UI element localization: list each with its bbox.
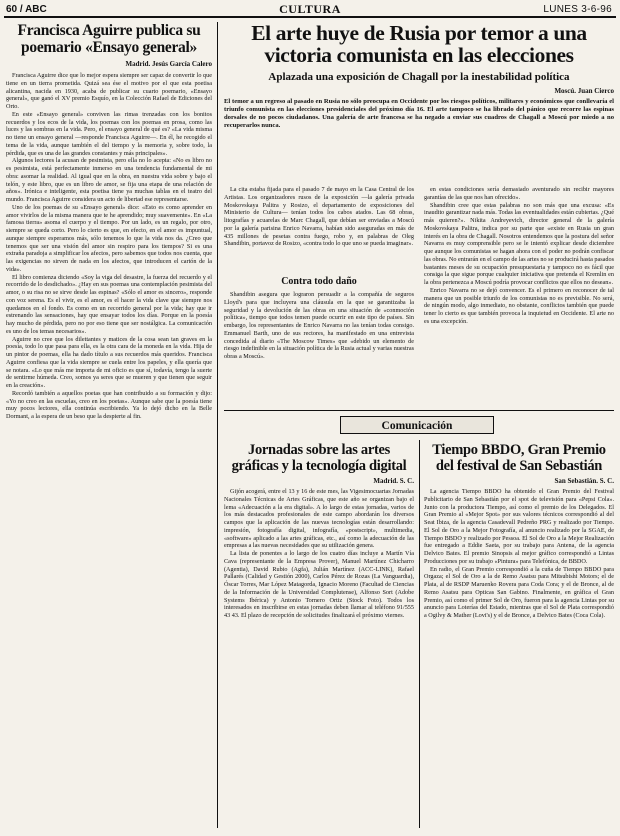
page-label: 60 / ABC [6,4,47,15]
paragraph: La lista de ponentes a lo largo de los cuatro días incluye a Martín Vía Cava (representante de la Empresa Prover), Manuel Martínez Chicharro (Agentia), David Rubio (Agfa), Julián Martínez (ACC-LINK), Rafael Pallarés (Calidad y Gestión 2000), Carlos Pérez de Rozas (La Vanguardia), Óscar Torres, Mar López Matagorda, Ignacio Moreno (Facultad de Ciencias de la Información de la Universidad Complutense), Alfonso Sort (Adobe Systems Ibérica) y Antonio Tornero Ortiz (Stock Foto). Todos los interesados en inscribirse en estas jornadas deben llamar al teléfono 91/555 43 43. El plazo de recepción de solicitudes finalizará el próximo viernes. [224,550,414,619]
paragraph: Uno de los poemas de su «Ensayo general» dice: «Esto es como aprender en amor vivirlos de la misma manera que te he aprendido; muy suavemente». En «La famosa tierra» asoma el cuerpo y el tiempo. Por un lado, es un regalo, por otro, siempre se queda corto. Pero lo cierto es que, en efecto, en el amor es impuntual, aunque siempre esperamos más, sólo tenemos lo que la vida nos da. ¿Creo que tenemos que ser una visión del amor sin respiro para los tiempos? Si es una extraña paradoja a simplificar los afectos, pero sabemos que todos nos cuenta, que las exigencias no sirven de nada en los afectos, que introducen el cartón de la vida». [6,203,212,273]
left-article-body [6,72,212,762]
paragraph: En radio, el Gran Premio correspondió a la cuña de Tiempo BBDO para Orgaza; el Sol de Oro a la de Remo Asatsu para Mitsubishi Motors; el de Plata, al de RSDP Maruenko Rovera para Coda Cora; y el de Bronce, al de Remo Asatsu para Opticas San Gabino. Finalmente, en gráfica el Gran Premio, así como el primer Sol de Oro, fueron para la agencia Lintas por su anuncio para Loterías del Estado, mientras que el Sol de Plata correspondió a Ogilvy & Mather (Lovi's) y el de Bronce, a Delvico Bates (Coca Cola). [424,565,614,619]
paragraph: Aguirre no cree que los dilettantes y matices de la cosa sean tan graves en la poesía, todo lo que pasa para ella, es la otra cara de la moneda en la vida. Hija de un pintor de poemas, ella ha dado título a sus recuerdos más queridos. Francisca Aguirre confiesa que la vida siempre se cuela entre los papeles, y ella quería que se notara. «Lo que más me importa de mi oficio es que sí, todavía, tengo la suerte de sentirme húmeda. Creo, somos ya seres que se mueren y que tienen que seguir en la creación». [6,335,212,389]
paragraph: En este «Ensayo general» conviven las rimas trenzadas con los bonitos recuerdos y los ecos de la vida, los poemas con los poemas en prosa, como las luces y las sombras en la vida. Pero, el ensayo general de qué es? «La vida misma no tiene un ensayo general —responde Francisca Aguirre—. En él, he recogido el tema de la vida, aunque también el del tiempo y la memoria y, sobre todo, la pérdida, que es una de las grandes constantes y más principales». [6,110,212,157]
main-col-2 [424,186,614,396]
comunicacion-banner: Comunicación [340,416,494,434]
section-title: CULTURA [279,2,341,16]
paragraph: Shandibin cree que estas palabras no son más que una excusa: «Es inaudito garantizar nada más. Todas las eventualidades están cubiertas. ¿Qué más quieren?». Nikita Andreyevich, director general de la galería Moskovskaya Palitra, indica por su parte que «existe en Rusia un gran interés en la obra de Chagall. Nosotros entendemos que la postura del señor Navarra es muy comprensible pero se le intentó explicar desde diciembre que aunque los comunistas se hagan ahora con el poder no podrán confiscar las obras. No entrarán en el campo de las artes no se producirá hasta pasados bastantes meses de su ocupación presupuestaria y tampoco no es fácil que consiga la que sigue porque cualquier iniciativa que pretenda el Kremlin en la obra pertenezca a Moscú podría provocar conflictos que ellos no desean». [424,201,614,286]
comm-article-b-byline: San Sebastián. S. C. [554,477,614,485]
main-article-lead: El temor a un regreso al pasado en Rusia no sólo preocupa en Occidente por los riesgos políticos, militares y económicos que conllevaría el triunfo comunista en las elecciones presidenciales del próximo día 16. El arte tampoco se ha librado del pánico que recorre las espinas dorsales de no pocos ciudadanos. Una galería de arte francesa se ha negado a enviar sus cuadros de Chagall a Moscú por miedo a no recuperarlos nunca. [224,98,614,129]
comm-article-b-body [424,488,614,820]
paragraph: Shandibin asegura que lograron persuadir a la compañía de seguros Lloyd's para que incluyera una cláusula en la que se garantizaba la seguridad y la devolución de las obras en una situación de «conmoción política», tiempo que todos temen puede ocurrir en este tipo de países. Sin embargo, los representantes de Enrico Navarra no las tenían todas consigo. Emmanuel Barth, uno de sus rectores, ha manifestado en una entrevista concedida al diario «The Moscow Times» que «debido un elemento de riesgo indefinible en la situación política de la Rusia actual y varias nuestras obras a Moscú». [224,291,414,360]
main-col-1-body [224,186,414,270]
paragraph: Gijón acogerá, entre el 13 y 16 de este mes, las Vigesimocuartas Jornadas Nacionales Técnicas de Artes Gráficas, que este año se organizan bajo el lema «Adecuación a la era digital». A lo largo de estas jornadas, varios de los más destacados profesionales de este campo abordarán los diversos campos que la aplicación de las nuevas tecnologías están desarrollando: impresión, fotografía digital, infografía, «postscript», multimedia, «software» aplicado a las artes gráficas, etc., así como la adecuación de las empresas a las nuevas necesidades que su utilización genera. [224,488,414,550]
paragraph: Algunos lectores la acusan de pesimista, pero ella no lo acepta: «No es libro no es pesimista, está perfectamente inmerso en una tendencia fundamental de mi obra: asomar la realidad. Al igual que en la obra, en nuestra vida sobre y bajo el telón, y este libro, que es un libro de amor, se fija una etapa de una relación de años». Irónica e inteligente, esta poetisa tiene ya muchas tablas en el teatro del mundo. Francisca Aguirre considera un acto de libertad ese representarse. [6,157,212,203]
header-rule [4,16,616,18]
paragraph: Recordó también a aquellos poetas que han contribuido a su formación y dijo: «Yo no creo en las escuelas, creo en los poetas». Aunque sabe que la poesía tiene muy pocos lectores, ella continúa escribiendo. Ya lo dejó dicho en la Belle Dormant, a la espera de un beso que la despierte al fin. [6,389,212,420]
banner-rule [224,410,614,411]
main-article-byline: Moscú. Juan Cierco [554,87,614,95]
paragraph: Enrico Navarra no se dejó convencer. Es el primero en reconocer de tal manera que un posible triunfo de los comunistas no es previsible. No será, de ningún modo, algo inmediato, no obstante, conflictos también que puede tener lo cierto es que también provoca la inquietud en Occidente. El arte no es una excepción. [424,286,614,325]
paragraph: El libro comienza diciendo «Soy la viga del desastre, la fuerza del recuerdo y el recorrido de lo desdichado». ¿Hay en sus poemas una contemplación pesimista del amor, o su risa no se sirve desde las espinas? «Sólo el amor es sincero», responde con voz serena. Es el vivir, es el amor, es el hacer la vida clave que siempre nos quedamos en el fondo. Es como en un recorrido general por la vida; hay que ir estrenando las sensaciones, hay que ensayar todos los días. Porque en la poesía hay mucho de pérdida, pero no por eso tiene que ser nostálgica. La comunicación es uno de los temas necesarios». [6,273,212,335]
main-col-1-body-2 [224,291,414,399]
comm-article-a-body [224,488,414,820]
left-article [6,22,212,762]
paragraph: Francisca Aguirre dice que lo mejor espera siempre ser capaz de convertir lo que tiene en un tierra prometida. Quizá sea ése el motivo por el que esta poetisa alicantina, nacida en 1930, acaba de publicar su cuarto poemario, «Ensayo general», que ganó el XV premio Esquío, en la Colección Rafael de Ediciones del Orto. [6,72,212,110]
main-article-subtitle: Aplazada una exposición de Chagall por la inestabilidad política [268,71,570,83]
main-col-2-body [424,186,614,396]
comm-article-a [224,442,414,820]
left-article-byline: Madrid. Jesús García Calero [125,60,212,68]
comm-article-b [424,442,614,820]
main-subhead: Contra todo daño [281,276,357,287]
paragraph: La cita estaba fijada para el pasado 7 de mayo en la Casa Central de los Artistas. Los organizadores rusos de la exposición —la galería privada Moskovskaya Palitra y Rosizo, el departamento de exposiciones del Ministerio de Cultura— tenían todos los cabos atados. Las 68 obras, litografías y acuarelas de Marc Chagall, que debían ser enviadas a Moscú por la galería parisina Enrico Navarra, habían sido aseguradas en más de 435 millones de pesetas contra fuego, robo y, en palabras de Oleg Shandibin, portavoz de Rosizo, «contra todo lo que uno se pueda imaginar». [224,186,414,248]
paragraph: en estas condiciones sería demasiado aventurado sin recibir mayores garantías de las que nos han ofrecido». [424,186,614,201]
left-article-title: Francisca Aguirre publica su poemario «Ensayo general» [17,22,201,56]
comm-article-a-byline: Madrid. S. C. [373,477,414,485]
main-col-1 [224,186,414,399]
column-separator [217,22,218,828]
paragraph: La agencia Tiempo BBDO ha obtenido el Gran Premio del Festival Publicitario de San Sebastián por el spot de televisión para «Pepsi Cola». Junto con la productora Tiempo, así como el premio de los Delegados. El Gran Premio al «Mejor Spot» por sus valores técnicos correspondió al del Seat Ibiza, de la agencia Casadevall Pedreño PRG y realizado por Tiempo. El Sol de Oro a la Mejor Fotografía, al anuncio realizado por la SGAE, de Tiempo BBDO y realizado por Pessoa. El Sol de Oro a la Mejor Realización fue entregado a Eddie Saeta, por su trabajo para Antena, de la agencia Delvico Bates. El premio Sinopsis al mejor gráfico correspondió a Lintas Producciones por su trabajo «Pintura» para Telefónica, de BBDO. [424,488,614,565]
comm-article-a-title: Jornadas sobre las artes gráficas y la tecnología digital [231,442,407,474]
main-article-title: El arte huye de Rusia por temor a una victoria comunista en las elecciones [251,21,587,67]
comm-column-separator [419,440,420,828]
page-date: LUNES 3-6-96 [543,4,612,15]
main-article [224,22,614,146]
comm-article-b-title: Tiempo BBDO, Gran Premio del festival de San Sebastián [432,442,606,474]
